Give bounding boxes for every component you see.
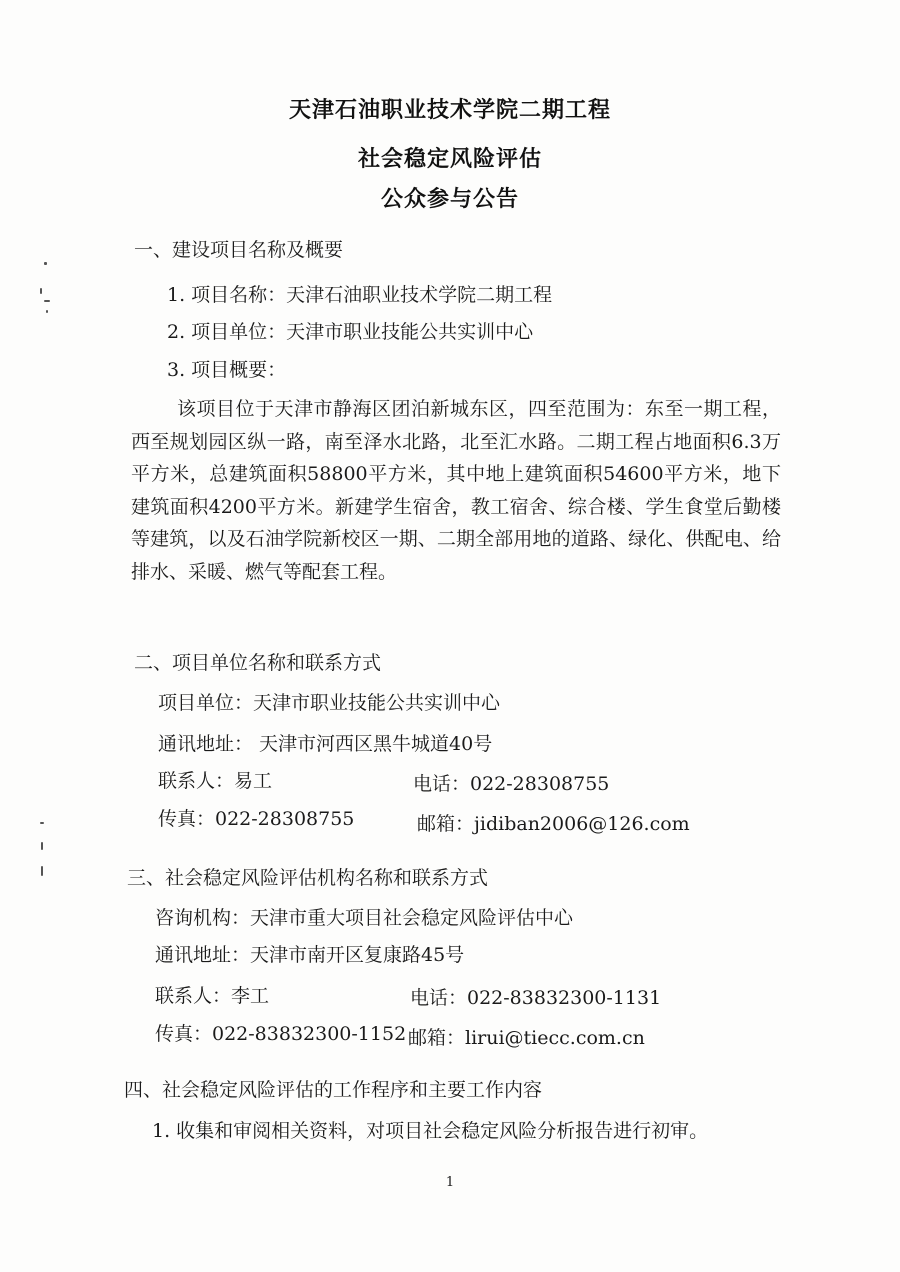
- section2-contact: 联系人：易工: [158, 770, 273, 792]
- section2-fax: 传真：022-28308755: [158, 808, 355, 830]
- section1-heading: 一、建设项目名称及概要: [134, 239, 344, 261]
- section3-fax: 传真：022-83832300-1152: [155, 1023, 407, 1045]
- section3-agency: 咨询机构：天津市重大项目社会稳定风险评估中心: [155, 907, 574, 929]
- scan-speck: [46, 310, 48, 313]
- scan-speck: [40, 288, 42, 294]
- section4-item1: 1. 收集和审阅相关资料，对项目社会稳定风险分析报告进行初审。: [152, 1120, 709, 1142]
- section3-heading: 三、社会稳定风险评估机构名称和联系方式: [127, 867, 489, 889]
- section1-item-unit: 2. 项目单位：天津市职业技能公共实训中心: [167, 321, 534, 343]
- document-title: 天津石油职业技术学院二期工程: [288, 98, 611, 123]
- scan-speck: [40, 822, 44, 824]
- section1-overview-paragraph: 该项目位于天津市静海区团泊新城东区，四至范围为：东至一期工程，西至规划园区纵一路，南至泽水北路，北至汇水路。二期工程占地面积6.3万平方米，总建筑面积58800平方米，其中地上建筑面积54600平方米，地下建筑面积4200平方米。新建学生宿舍，教工宿舍、综合楼、学生食堂后勤楼等建筑，以及石油学院新校区一期、二期全部用地的道路、绿化、供配电、给排水、采暖、燃气等配套工程。: [131, 398, 781, 583]
- section2-email: 邮箱：jidiban2006@126.com: [417, 813, 690, 835]
- scan-speck: [41, 842, 43, 850]
- section1-item-overview-label: 3. 项目概要：: [167, 359, 287, 381]
- section2-unit: 项目单位：天津市职业技能公共实训中心: [158, 692, 501, 714]
- section2-phone: 电话：022-28308755: [413, 773, 610, 795]
- section2-address: 通讯地址： 天津市河西区黑牛城道40号: [158, 733, 493, 755]
- section4-heading: 四、社会稳定风险评估的工作程序和主要工作内容: [124, 1079, 543, 1101]
- section3-address: 通讯地址：天津市南开区复康路45号: [155, 944, 465, 966]
- section1-item-name: 1. 项目名称：天津石油职业技术学院二期工程: [167, 284, 553, 306]
- section3-contact: 联系人：李工: [155, 985, 270, 1007]
- section3-email: 邮箱：lirui@tiecc.com.cn: [408, 1027, 645, 1049]
- section3-phone: 电话：022-83832300-1131: [410, 987, 662, 1009]
- page-number: 1: [445, 1175, 455, 1190]
- document-announcement-label: 公众参与公告: [380, 187, 519, 212]
- scan-speck: [41, 866, 43, 876]
- document-subtitle: 社会稳定风险评估: [357, 147, 542, 172]
- section2-heading: 二、项目单位名称和联系方式: [134, 652, 382, 674]
- scan-speck: [44, 300, 50, 302]
- scan-speck: [44, 262, 47, 265]
